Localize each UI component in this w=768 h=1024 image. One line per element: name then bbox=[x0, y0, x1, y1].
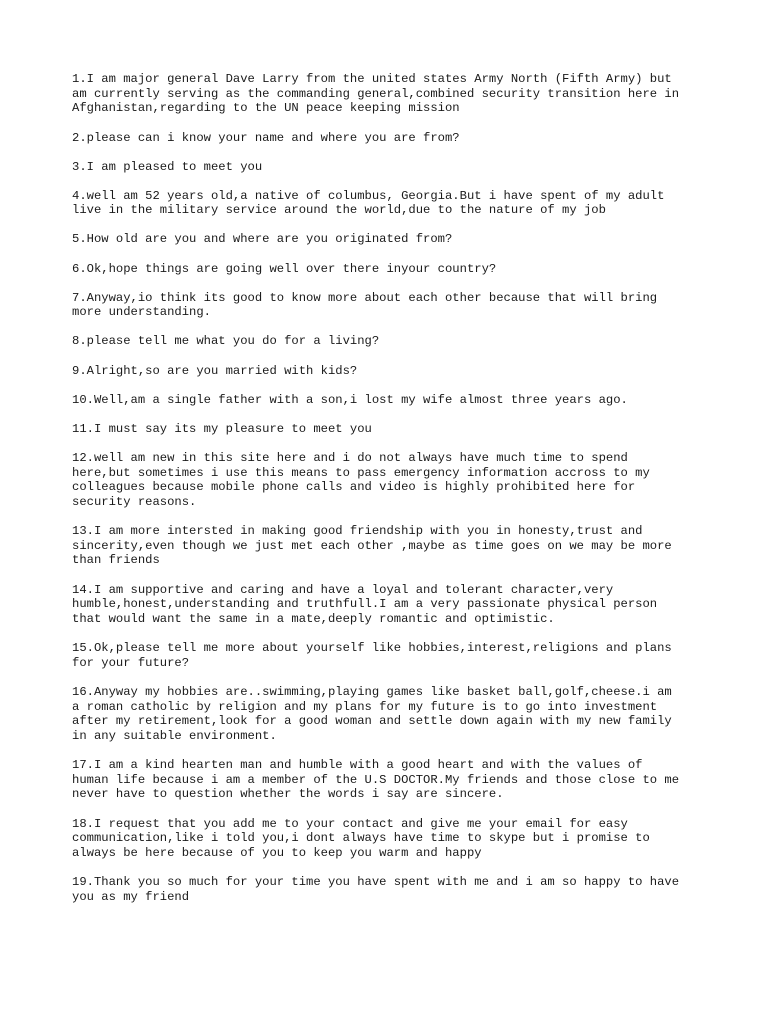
paragraph-9: 9.Alright,so are you married with kids? bbox=[72, 363, 358, 378]
paragraph-3: 3.I am pleased to meet you bbox=[72, 159, 263, 174]
paragraph-7: 7.Anyway,io think its good to know more about each other because that will bring more understanding. bbox=[72, 290, 658, 320]
paragraph-4: 4.well am 52 years old,a native of columbus, Georgia.But i have spent of my adult live in the military service around the world,due to the nature of my job bbox=[72, 188, 665, 218]
paragraph-6: 6.Ok,hope things are going well over there inyour country? bbox=[72, 261, 497, 276]
paragraph-14: 14.I am supportive and caring and have a loyal and tolerant character,very humble,honest,understanding and truthfull.I am a very passionate physical person that would want the same in a mate,deeply romantic and optimistic. bbox=[72, 582, 658, 626]
document-page bbox=[72, 72, 712, 919]
paragraph-15: 15.Ok,please tell me more about yourself like hobbies,interest,religions and plans for your future? bbox=[72, 641, 672, 670]
paragraph-5: 5.How old are you and where are you originated from? bbox=[72, 232, 453, 247]
paragraph-11: 11.I must say its my pleasure to meet you bbox=[72, 421, 372, 436]
paragraph-1: 1.I am major general Dave Larry from the united states Army North (Fifth Army) but am currently serving as the commanding general,combined security transition here in Afghanistan,regarding to the UN peace keeping mission bbox=[72, 72, 680, 116]
paragraph-17: 17.I am a kind hearten man and humble with a good heart and with the values of human life because i am a member of the U.S DOCTOR.My friends and those close to me never have to question whether the words i say are sincere. bbox=[72, 758, 680, 802]
paragraph-12: 12.well am new in this site here and i do not always have much time to spend here,but sometimes i use this means to pass emergency information accross to my colleagues because mobile phone calls and video is highly prohibited here for security reasons. bbox=[72, 450, 650, 509]
paragraph-18: 18.I request that you add me to your contact and give me your email for easy communication,like i told you,i dont always have time to skype but i promise to always be here because of you to keep you warm and happy bbox=[72, 816, 650, 860]
paragraph-19: 19.Thank you so much for your time you have spent with me and i am so happy to have you as my friend bbox=[72, 875, 680, 904]
paragraph-10: 10.Well,am a single father with a son,i lost my wife almost three years ago. bbox=[72, 392, 628, 407]
paragraph-2: 2.please can i know your name and where you are from? bbox=[72, 130, 460, 145]
paragraph-8: 8.please tell me what you do for a living? bbox=[72, 334, 380, 349]
paragraph-16: 16.Anyway my hobbies are..swimming,playing games like basket ball,golf,cheese.i am a roman catholic by religion and my plans for my future is to go into investment after my retirement,look for a good woman and settle down again with my new family in any suitable environment. bbox=[72, 684, 672, 743]
paragraph-13: 13.I am more intersted in making good friendship with you in honesty,trust and sincerity,even though we just met each other ,maybe as time goes on we may be more than friends bbox=[72, 524, 672, 568]
